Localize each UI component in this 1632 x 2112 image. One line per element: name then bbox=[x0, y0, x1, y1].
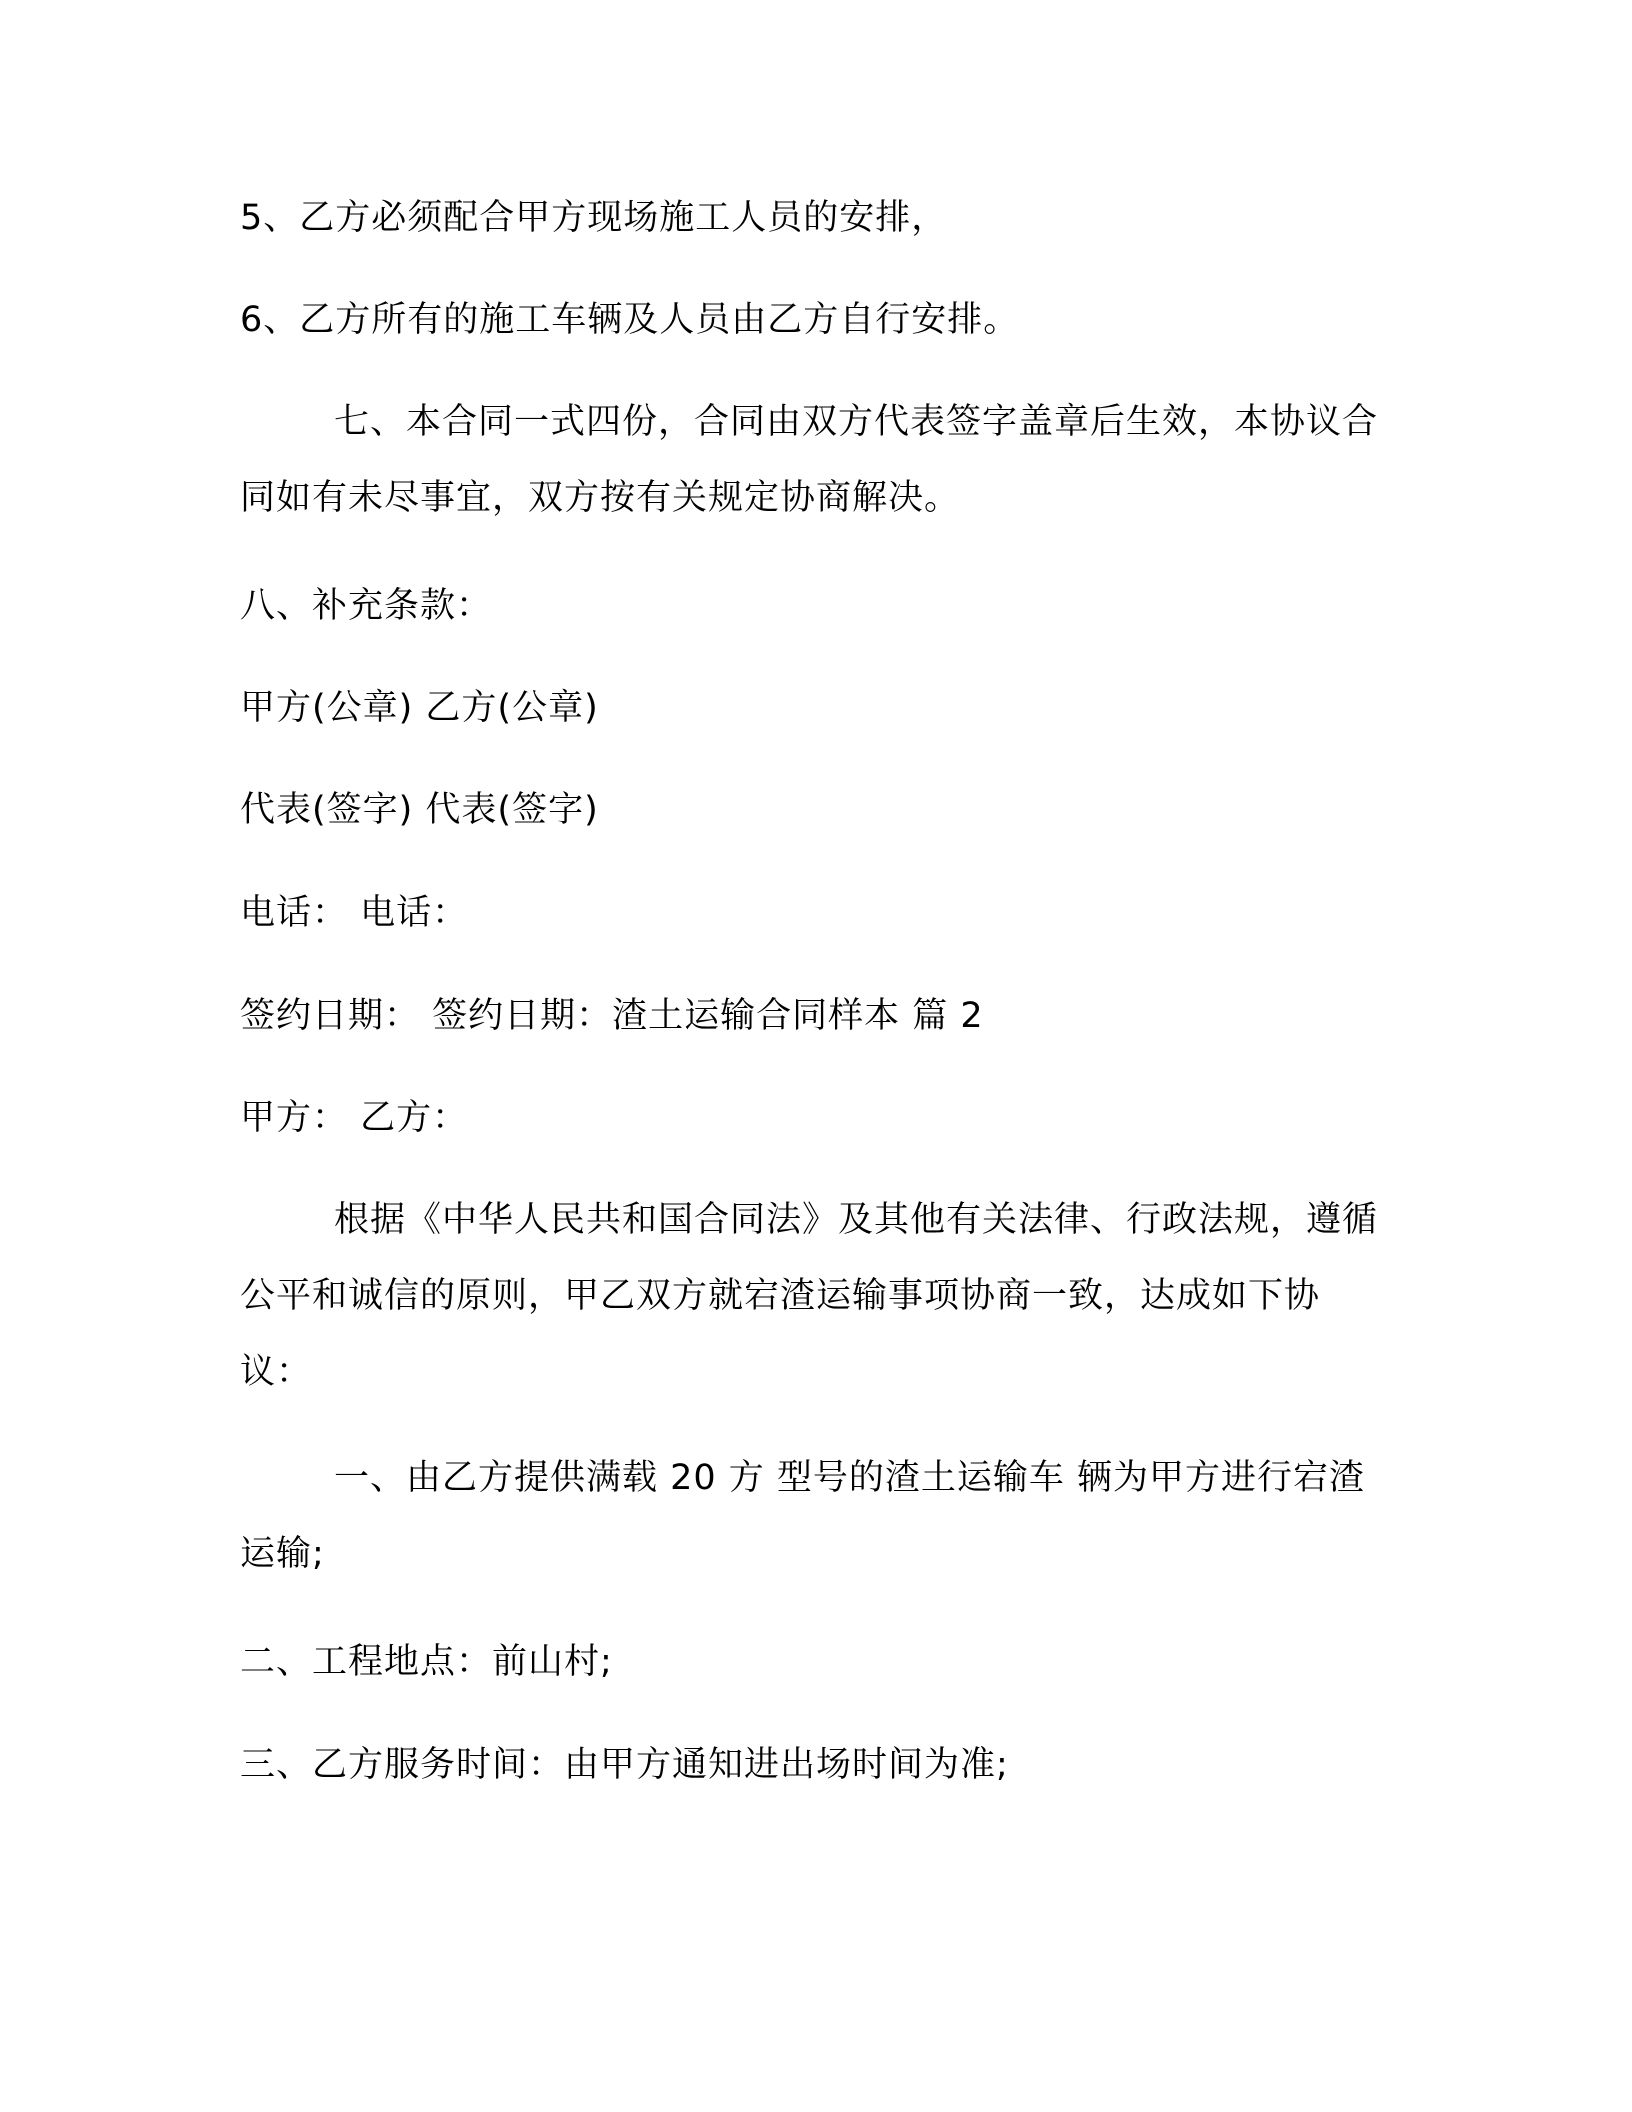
seal-line: 甲方(公章) 乙方(公章) bbox=[240, 688, 599, 728]
preamble: 根据《中华人民共和国合同法》及其他有关法律、行政法规，遵循公平和诚信的原则，甲乙双方就宕渣运输事项协商一致，达成如下协议： bbox=[240, 1200, 1379, 1392]
article-2: 二、工程地点：前山村; bbox=[240, 1642, 613, 1682]
article-3: 三、乙方服务时间：由甲方通知进出场时间为准; bbox=[240, 1745, 1009, 1785]
article-1: 一、由乙方提供满载 20 方 型号的渣土运输车 辆为甲方进行宕渣运输; bbox=[240, 1458, 1366, 1574]
clause-5: 5、乙方必须配合甲方现场施工人员的安排， bbox=[240, 198, 948, 238]
phone-line: 电话： 电话： bbox=[240, 893, 469, 933]
article-8-heading: 八、补充条款： bbox=[240, 586, 493, 626]
signature-line: 代表(签字) 代表(签字) bbox=[240, 790, 599, 830]
article-7: 七、本合同一式四份，合同由双方代表签字盖章后生效，本协议合同如有未尽事宜，双方按有关规定协商解决。 bbox=[240, 402, 1379, 518]
sign-date-line: 签约日期： 签约日期：渣土运输合同样本 篇 2 bbox=[240, 996, 984, 1036]
parties-line: 甲方： 乙方： bbox=[240, 1098, 469, 1138]
clause-6: 6、乙方所有的施工车辆及人员由乙方自行安排。 bbox=[240, 300, 1020, 340]
